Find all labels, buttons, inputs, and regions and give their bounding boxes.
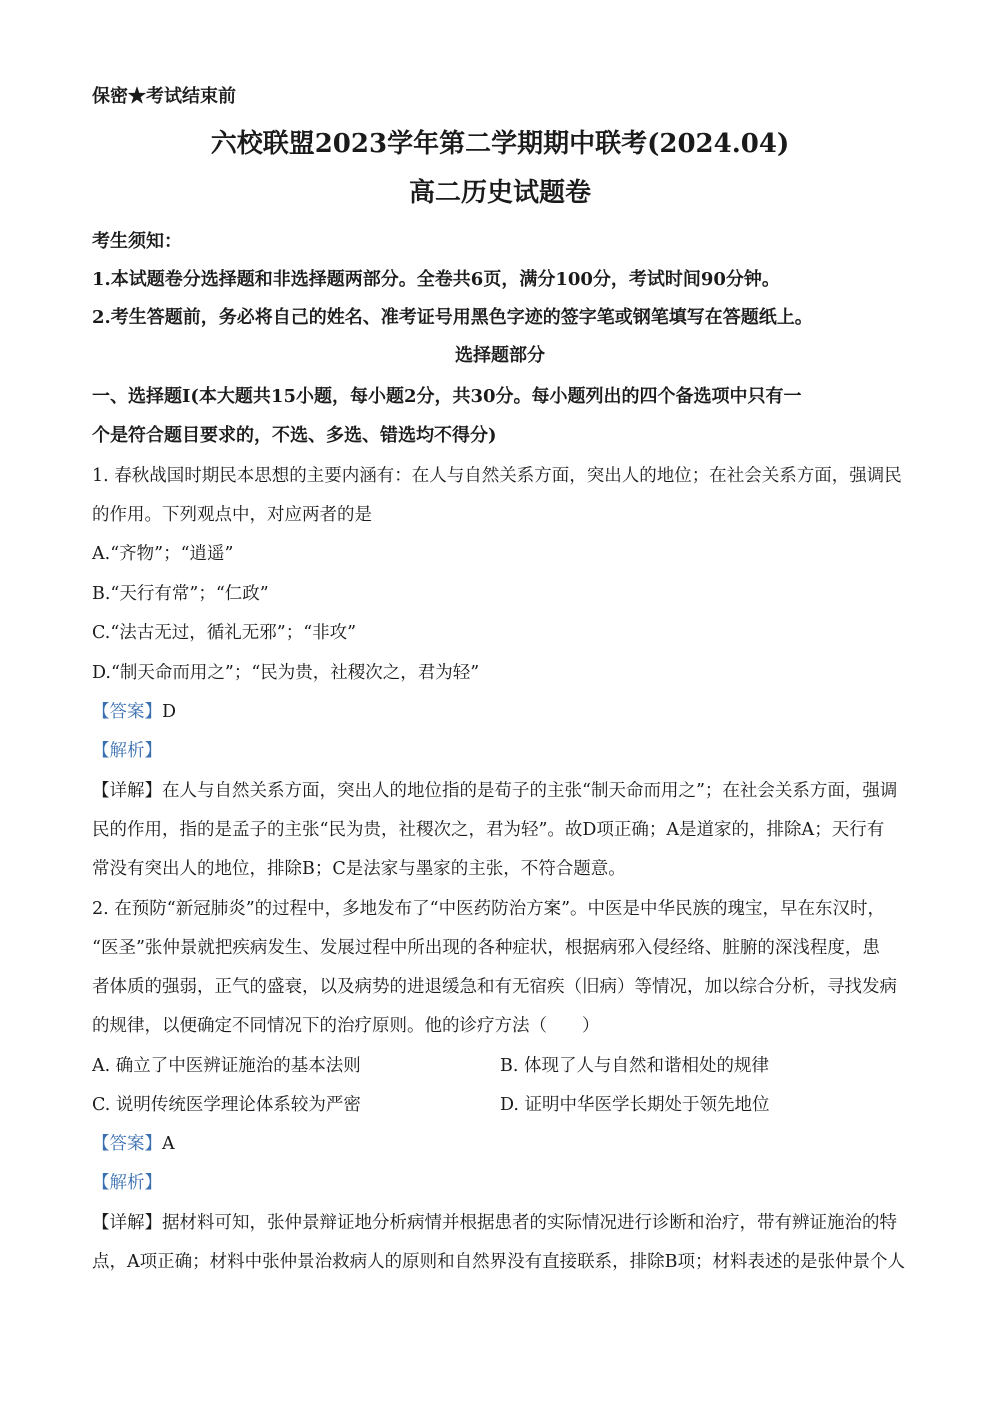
q2-stem-line-4: 的规律，以便确定不同情况下的治疗原则。他的诊疗方法（ ） xyxy=(92,1016,600,1036)
q2-option-c: C. 说明传统医学理论体系较为严密 xyxy=(92,1095,361,1115)
section-intro-line-1: 一、选择题Ⅰ(本大题共15小题，每小题2分，共30分。每小题列出的四个备选项中只有一 xyxy=(92,386,802,407)
q2-analysis-label: 【解析】 xyxy=(92,1173,162,1193)
q2-detail-label: 【详解】 xyxy=(92,1213,162,1233)
q1-analysis-label: 【解析】 xyxy=(92,741,162,761)
q1-answer-value: D xyxy=(162,702,177,722)
q1-detail-line-2: 民的作用，指的是孟子的主张“民为贵，社稷次之，君为轻”。故D项正确；A是道家的，排除A；天行有 xyxy=(92,820,885,840)
q2-detail-line-2: 点，A项正确；材料中张仲景治救病人的原则和自然界没有直接联系，排除B项；材料表述的是张仲景个人 xyxy=(92,1252,905,1272)
q2-stem-line-1: 2. 在预防“新冠肺炎”的过程中，多地发布了“中医药防治方案”。中医是中华民族的瑰宝，早在东汉时， xyxy=(92,899,886,919)
q2-option-b: B. 体现了人与自然和谐相处的规律 xyxy=(500,1056,769,1076)
section-intro-line-2: 个是符合题目要求的，不选、多选、错选均不得分) xyxy=(92,425,497,446)
q1-detail-text-1: 在人与自然关系方面，突出人的地位指的是荀子的主张“制天命而用之”；在社会关系方面，强调 xyxy=(162,781,898,801)
exam-subtitle: 高二历史试题卷 xyxy=(408,178,591,208)
section-title: 选择题部分 xyxy=(455,345,545,366)
q1-option-a: A.“齐物”；“逍遥” xyxy=(92,544,234,564)
confidential-mark: 保密★考试结束前 xyxy=(92,86,236,107)
q2-option-a: A. 确立了中医辨证施治的基本法则 xyxy=(92,1056,361,1076)
q2-stem-line-2: “医圣”张仲景就把疾病发生、发展过程中所出现的各种症状，根据病邪入侵经络、脏腑的深浅程度，患 xyxy=(92,938,880,958)
notice-item-1: 1.本试题卷分选择题和非选择题两部分。全卷共6页，满分100分，考试时间90分钟。 xyxy=(92,269,780,290)
q2-stem-line-3: 者体质的强弱，正气的盛衰，以及病势的进退缓急和有无宿疾（旧病）等情况，加以综合分析，寻找发病 xyxy=(92,977,897,997)
q1-stem-line-2: 的作用。下列观点中，对应两者的是 xyxy=(92,505,372,525)
notice-item-2: 2.考生答题前，务必将自己的姓名、准考证号用黑色字迹的签字笔或钢笔填写在答题纸上。 xyxy=(92,307,813,328)
q1-detail-line-1 xyxy=(92,779,897,803)
q1-option-d: D.“制天命而用之”；“民为贵，社稷次之，君为轻” xyxy=(92,663,480,683)
notice-heading: 考生须知： xyxy=(92,231,182,252)
q1-option-c: C.“法古无过，循礼无邪”；“非攻” xyxy=(92,623,357,643)
q2-answer xyxy=(92,1132,175,1156)
exam-title: 六校联盟2023学年第二学期期中联考(2024.04) xyxy=(210,129,790,159)
q2-detail-text-1: 据材料可知，张仲景辩证地分析病情并根据患者的实际情况进行诊断和治疗，带有辨证施治的特 xyxy=(162,1213,897,1233)
q1-detail-line-3: 常没有突出人的地位，排除B；C是法家与墨家的主张，不符合题意。 xyxy=(92,859,626,879)
q1-detail-label: 【详解】 xyxy=(92,781,162,801)
q1-stem-line-1: 1. 春秋战国时期民本思想的主要内涵有：在人与自然关系方面，突出人的地位；在社会关系方面，强调民 xyxy=(92,466,902,486)
q2-answer-value: A xyxy=(162,1134,175,1154)
q1-answer xyxy=(92,700,176,724)
q2-answer-label: 【答案】 xyxy=(92,1134,162,1154)
q2-detail-line-1 xyxy=(92,1211,897,1235)
q1-option-b: B.“天行有常”；“仁政” xyxy=(92,584,269,604)
q2-option-d: D. 证明中华医学长期处于领先地位 xyxy=(500,1095,770,1115)
q1-answer-label: 【答案】 xyxy=(92,702,162,722)
